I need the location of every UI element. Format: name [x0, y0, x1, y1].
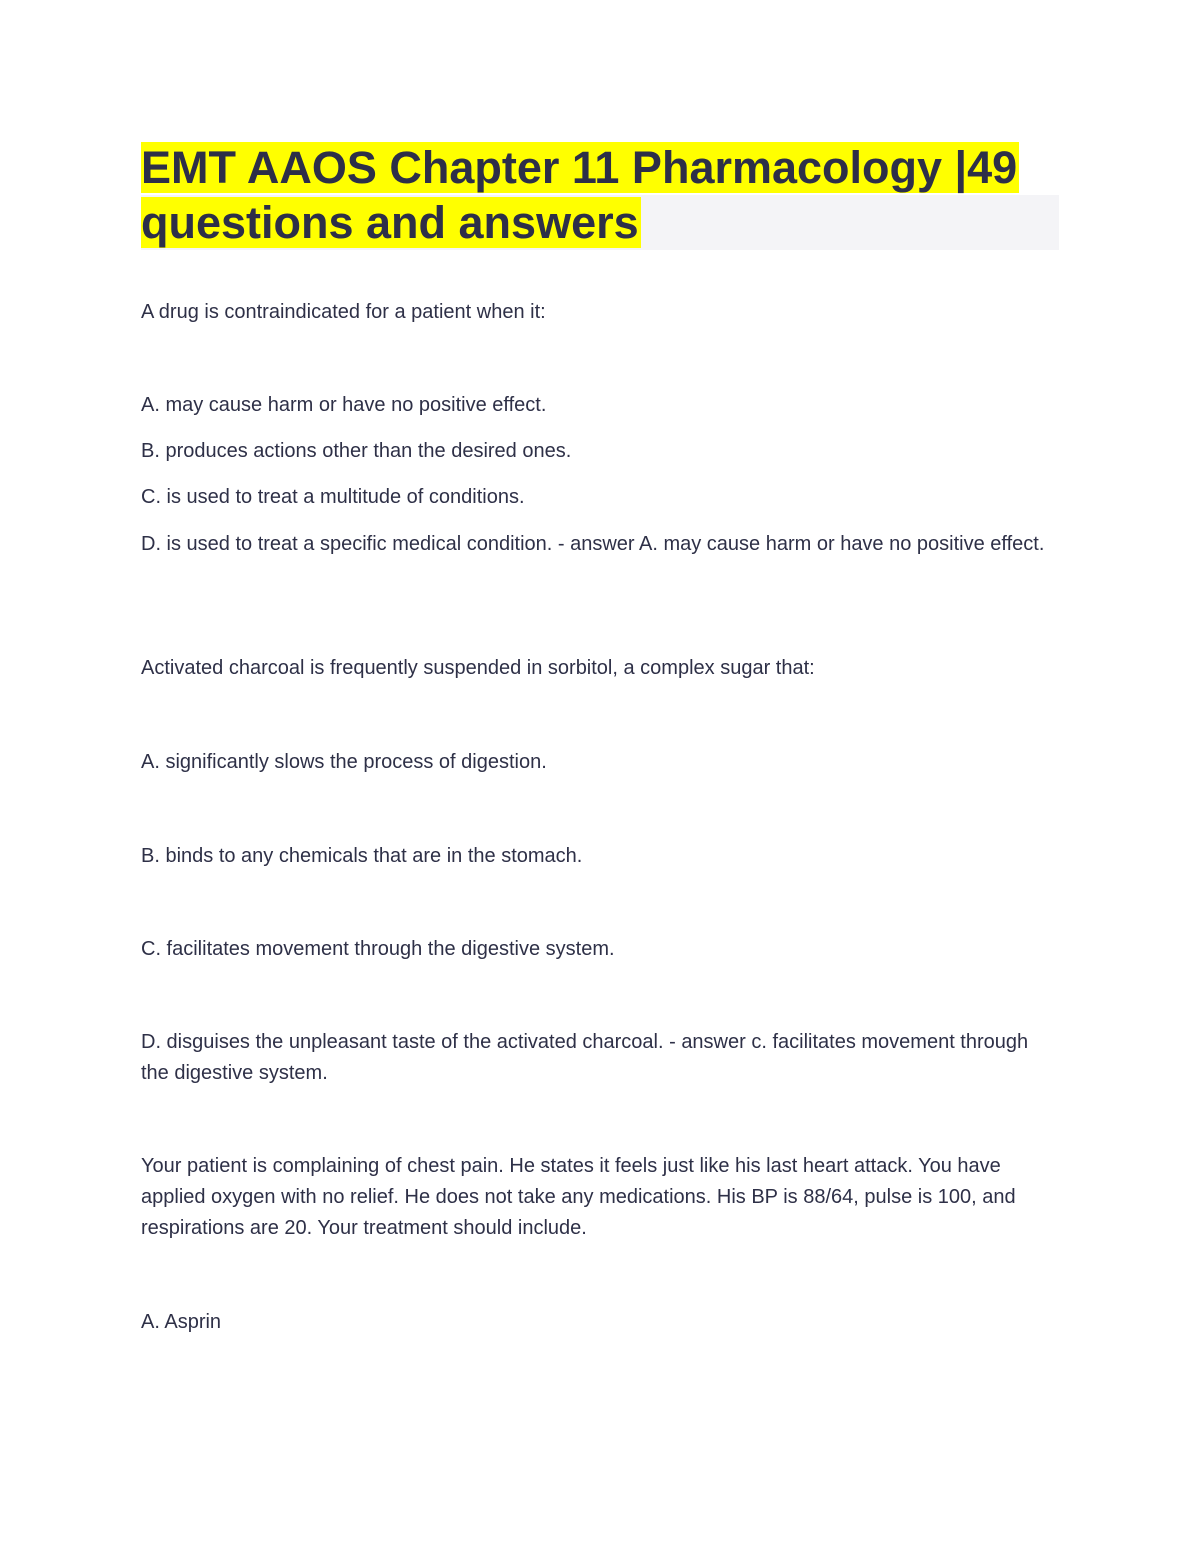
- question-2-option-b: B. binds to any chemicals that are in the stomach.: [141, 845, 583, 867]
- title-highlight-1: EMT AAOS Chapter 11 Pharmacology |49: [141, 142, 1018, 193]
- question-1-option-a: A. may cause harm or have no positive effect.: [141, 394, 547, 416]
- question-3-option-a: A. Asprin: [141, 1311, 222, 1333]
- question-3-stem: Your patient is complaining of chest pain. He states it feels just like his last heart attack. You have applied oxygen with no relief. He does not take any medications. His BP is 88/64, pulse is 100, and respirations are 20. Your treatment should include.: [141, 1155, 1016, 1239]
- title-highlight-2: questions and answers: [141, 197, 639, 248]
- question-1-option-d-answer: D. is used to treat a specific medical condition. - answer A. may cause harm or have no positive effect.: [141, 533, 1045, 555]
- title-line-2: [141, 195, 1059, 250]
- title-line-1: [141, 140, 1059, 195]
- question-2-stem: Activated charcoal is frequently suspended in sorbitol, a complex sugar that:: [141, 657, 815, 679]
- question-1-option-b: B. produces actions other than the desired ones.: [141, 440, 572, 462]
- question-1-option-c: C. is used to treat a multitude of conditions.: [141, 486, 525, 508]
- question-2-option-c: C. facilitates movement through the digestive system.: [141, 938, 615, 960]
- question-1-stem: A drug is contraindicated for a patient when it:: [141, 301, 546, 323]
- question-2-option-a: A. significantly slows the process of digestion.: [141, 751, 547, 773]
- document-title: [141, 140, 1059, 250]
- question-2-option-d-answer: D. disguises the unpleasant taste of the activated charcoal. - answer c. facilitates movement through the digestive system.: [141, 1031, 1029, 1084]
